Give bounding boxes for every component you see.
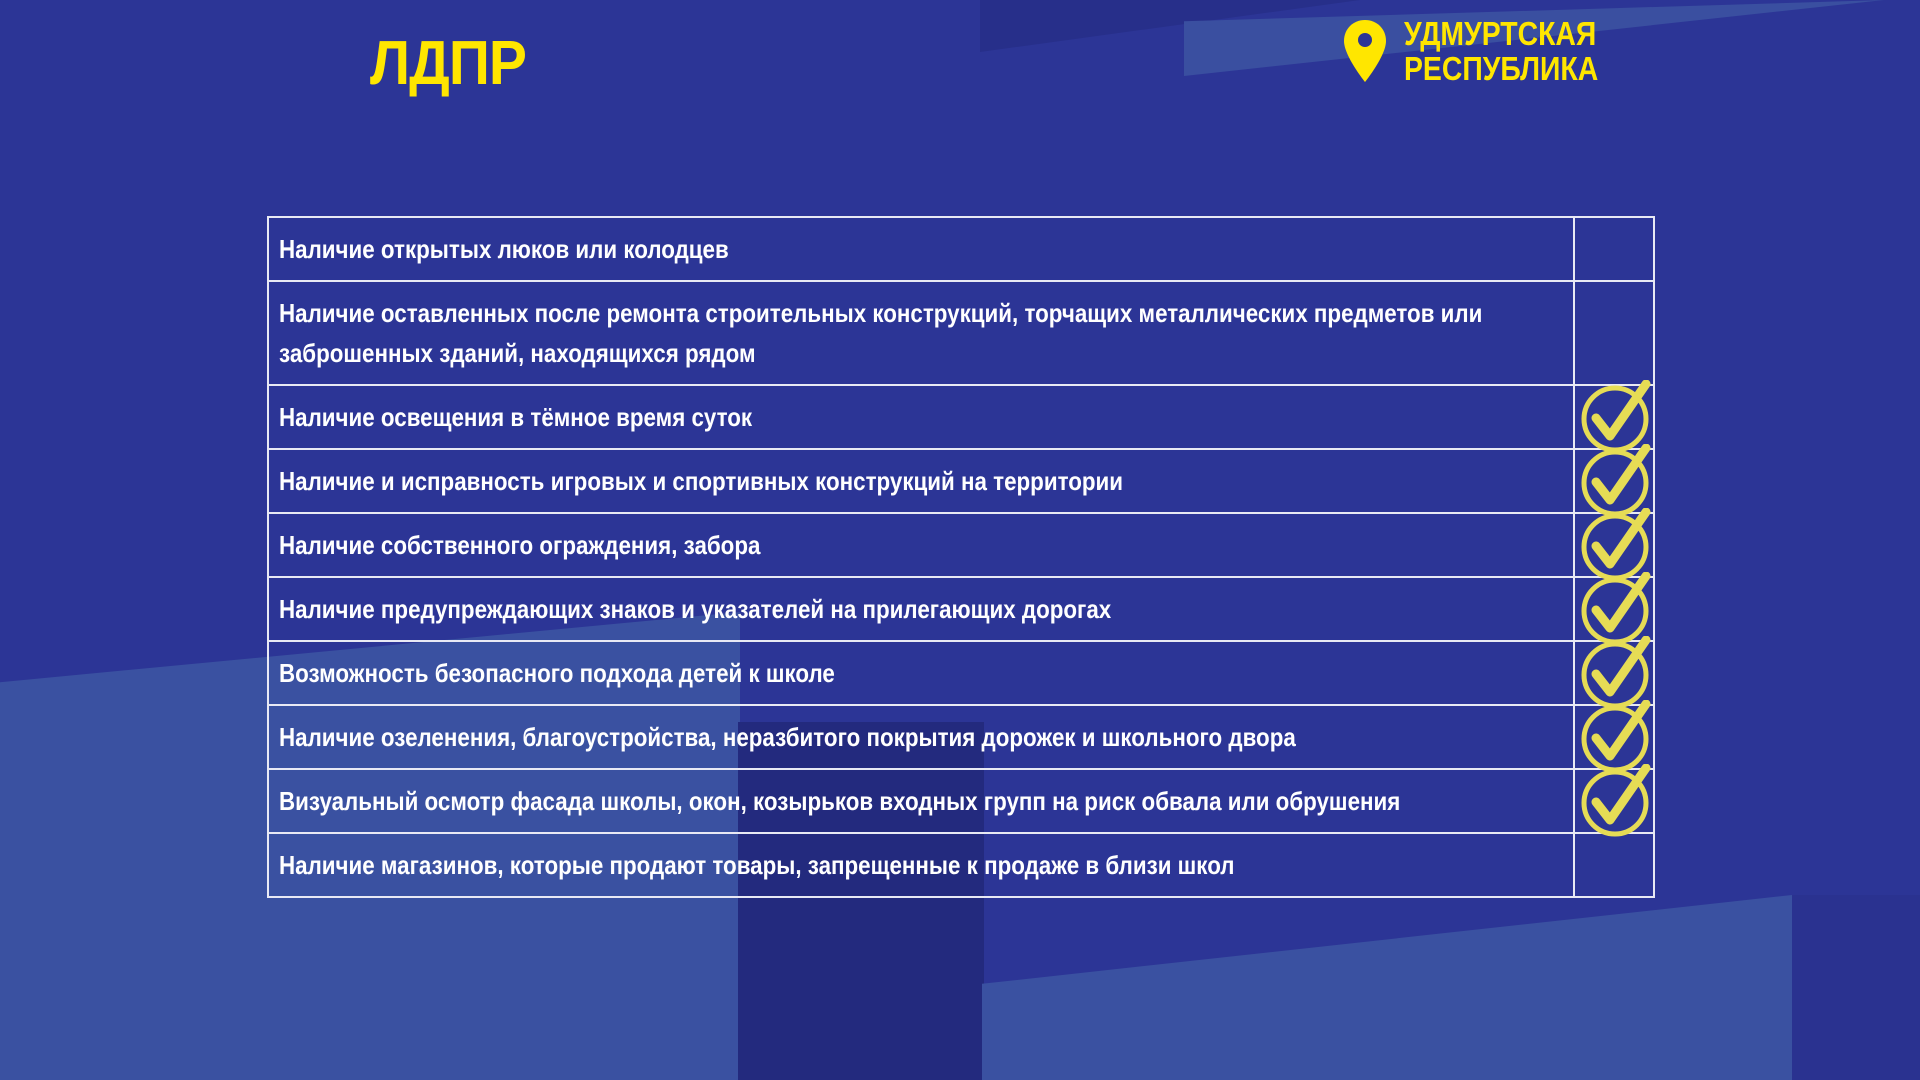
checklist-item-text: Наличие освещения в тёмное время суток (279, 402, 753, 432)
checklist-row (268, 449, 1654, 513)
checklist-item-label (268, 385, 1574, 449)
checkmark-icon (1580, 380, 1654, 454)
checklist-item-status (1574, 641, 1654, 705)
checklist-item-status (1574, 577, 1654, 641)
checkmark-icon (1580, 700, 1654, 774)
checklist-item-label (268, 449, 1574, 513)
checklist-item-text: Визуальный осмотр фасада школы, окон, козырьков входных групп на риск обвала или обрушения (279, 786, 1401, 816)
checklist-item-label (268, 281, 1574, 385)
checklist-item-text: Наличие магазинов, которые продают товары, запрещенные к продаже в близи школ (279, 850, 1235, 880)
checklist-item-text: Наличие открытых люков или колодцев (279, 234, 729, 264)
checklist-row (268, 577, 1654, 641)
checklist-item-label (268, 513, 1574, 577)
checkmark-icon (1580, 636, 1654, 710)
checklist-item-status (1574, 281, 1654, 385)
checklist-row (268, 513, 1654, 577)
checkmark-icon (1580, 764, 1654, 838)
checkmark-icon (1580, 572, 1654, 646)
checklist-item-status (1574, 385, 1654, 449)
checklist-item-text: Возможность безопасного подхода детей к школе (279, 658, 835, 688)
checklist-item-status (1574, 449, 1654, 513)
checkmark-icon (1580, 444, 1654, 518)
checklist-item-text: Наличие и исправность игровых и спортивных конструкций на территории (279, 466, 1124, 496)
checklist-row (268, 833, 1654, 897)
checklist-row (268, 217, 1654, 281)
region-name (1404, 16, 1598, 86)
checklist-item-label (268, 217, 1574, 281)
checklist-item-label (268, 833, 1574, 897)
region-line-2: РЕСПУБЛИКА (1404, 50, 1599, 87)
checklist-row (268, 281, 1654, 385)
checklist-item-label (268, 577, 1574, 641)
checklist-item-status (1574, 217, 1654, 281)
checklist-row (268, 705, 1654, 769)
checklist-item-status (1574, 513, 1654, 577)
checklist-item-text: Наличие озеленения, благоустройства, неразбитого покрытия дорожек и школьного двора (279, 722, 1296, 752)
region-line-1: УДМУРТСКАЯ (1404, 15, 1597, 52)
region-badge (1342, 16, 1630, 86)
checklist-item-status (1574, 769, 1654, 833)
checklist-item-label (268, 641, 1574, 705)
checklist-item-status (1574, 833, 1654, 897)
background-shape (982, 895, 1792, 1080)
checklist-item-text: Наличие оставленных после ремонта строительных конструкций, торчащих металлических предметов или заброшенных зданий, находящихся рядом (279, 298, 1483, 368)
party-logo: ЛДПР (370, 29, 527, 98)
checklist-item-status (1574, 705, 1654, 769)
map-pin-icon (1342, 18, 1388, 84)
checklist-item-text: Наличие собственного ограждения, забора (279, 530, 761, 560)
checklist-item-text: Наличие предупреждающих знаков и указателей на прилегающих дорогах (279, 594, 1112, 624)
checklist-row (268, 769, 1654, 833)
safety-checklist-table (267, 216, 1655, 898)
checklist-item-label (268, 705, 1574, 769)
checkmark-icon (1580, 508, 1654, 582)
checklist-row (268, 641, 1654, 705)
checklist-item-label (268, 769, 1574, 833)
background-shape (1792, 895, 1920, 1080)
checklist-row (268, 385, 1654, 449)
